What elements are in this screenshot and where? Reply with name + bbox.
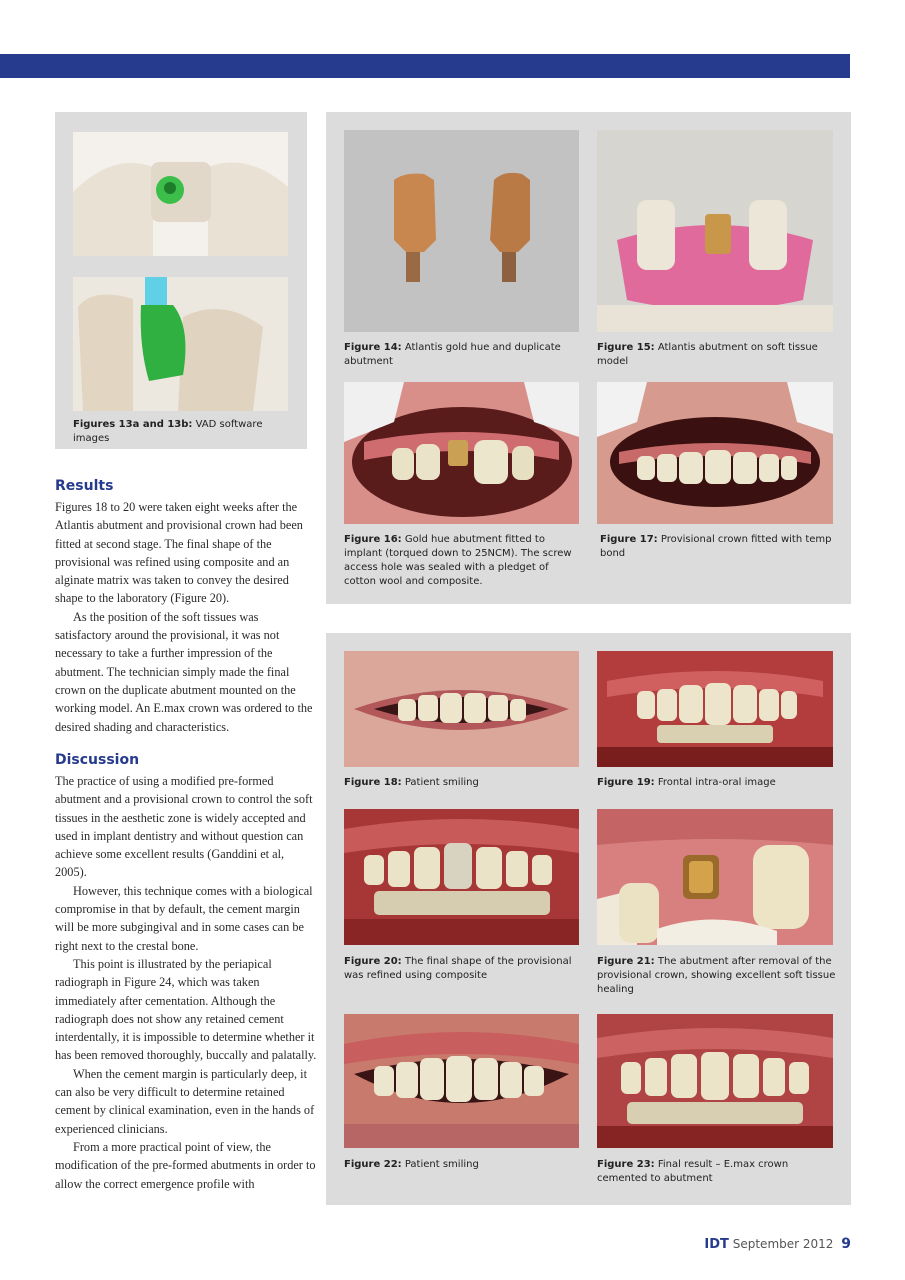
page-number: 9 bbox=[841, 1236, 851, 1252]
figure-23-image bbox=[597, 1014, 833, 1148]
figure-21-caption: Figure 21: The abutment after removal of the provisional crown, showing excellent soft tissue healing bbox=[597, 956, 836, 995]
journal-brand: IDT bbox=[704, 1237, 729, 1252]
figure-17-caption: Figure 17: Provisional crown fitted with temp bond bbox=[600, 534, 832, 559]
figure-13-caption: Figures 13a and 13b: VAD software images bbox=[73, 419, 263, 444]
figure-23-caption: Figure 23: Final result – E.max crown cemented to abutment bbox=[597, 1159, 789, 1184]
discussion-body bbox=[55, 772, 317, 1193]
results-heading: Results bbox=[55, 478, 114, 494]
discussion-paragraph-1: The practice of using a modified pre-formed abutment and a provisional crown to control the soft tissues in the aesthetic zone is widely accepted and used in implant dentistry and without question can achieve some excellent results (Ganddini et al, 2005). bbox=[55, 774, 313, 880]
header-bar bbox=[0, 54, 850, 78]
discussion-heading: Discussion bbox=[55, 752, 140, 768]
figure-14-image bbox=[344, 130, 579, 332]
discussion-paragraph-2: However, this technique comes with a biological compromise in that by default, the cement margin will be more subgingival and in some cases can be right next to the crestal bone. bbox=[55, 883, 313, 953]
page-footer bbox=[704, 1236, 851, 1252]
results-paragraph-2: As the position of the soft tissues was satisfactory around the provisional, it was not necessary to take a further impression of the abutment. The technician simply made the final crown on the duplicate abutment mounted on the working model. An E.max crown was ordered to the desired shading and characteristics. bbox=[55, 609, 313, 734]
figure-15-image bbox=[597, 130, 833, 332]
figure-13-panel bbox=[55, 112, 307, 449]
figure-22-caption: Figure 22: Patient smiling bbox=[344, 1159, 479, 1170]
figure-20-caption: Figure 20: The final shape of the provisional was refined using composite bbox=[344, 956, 572, 981]
figure-20-image bbox=[344, 809, 579, 945]
figure-22-image bbox=[344, 1014, 579, 1148]
figure-19-caption: Figure 19: Frontal intra-oral image bbox=[597, 777, 776, 788]
figure-19-image bbox=[597, 651, 833, 767]
results-paragraph-1: Figures 18 to 20 were taken eight weeks after the Atlantis abutment and provisional crown had been fitted at second stage. The final shape of the provisional was refined using composite and an alginate matrix was taken to convey the desired shape to the laboratory (Figure 20). bbox=[55, 500, 303, 606]
figure-13b-image bbox=[73, 277, 288, 411]
figure-14-caption: Figure 14: Atlantis gold hue and duplicate abutment bbox=[344, 342, 561, 367]
discussion-paragraph-4: When the cement margin is particularly deep, it can also be very difficult to determine retained cement by clinical examination, even in the hands of experienced clinicians. bbox=[55, 1066, 315, 1136]
figure-15-caption: Figure 15: Atlantis abutment on soft tissue model bbox=[597, 342, 818, 367]
figure-21-image bbox=[597, 809, 833, 945]
figure-18-image bbox=[344, 651, 579, 767]
figure-13a-image bbox=[73, 132, 288, 256]
figure-16-image bbox=[344, 382, 579, 524]
figure-17-image bbox=[597, 382, 833, 524]
figure-18-caption: Figure 18: Patient smiling bbox=[344, 777, 479, 788]
issue-date: September 2012 bbox=[732, 1237, 834, 1251]
discussion-paragraph-5: From a more practical point of view, the modification of the pre-formed abutments in order to allow the correct emergence profile with bbox=[55, 1139, 316, 1191]
figure-16-caption: Figure 16: Gold hue abutment fitted to implant (torqued down to 25NCM). The screw access hole was sealed with a pledget of cotton wool and composite. bbox=[344, 534, 572, 587]
discussion-paragraph-3: This point is illustrated by the periapical radiograph in Figure 24, which was taken immediately after cementation. Although the radiograph does not show any retained cement interdentally, it is impossible to determine whether it has been removed thoroughly, buccally and palatally. bbox=[55, 956, 317, 1063]
results-body bbox=[55, 498, 317, 736]
